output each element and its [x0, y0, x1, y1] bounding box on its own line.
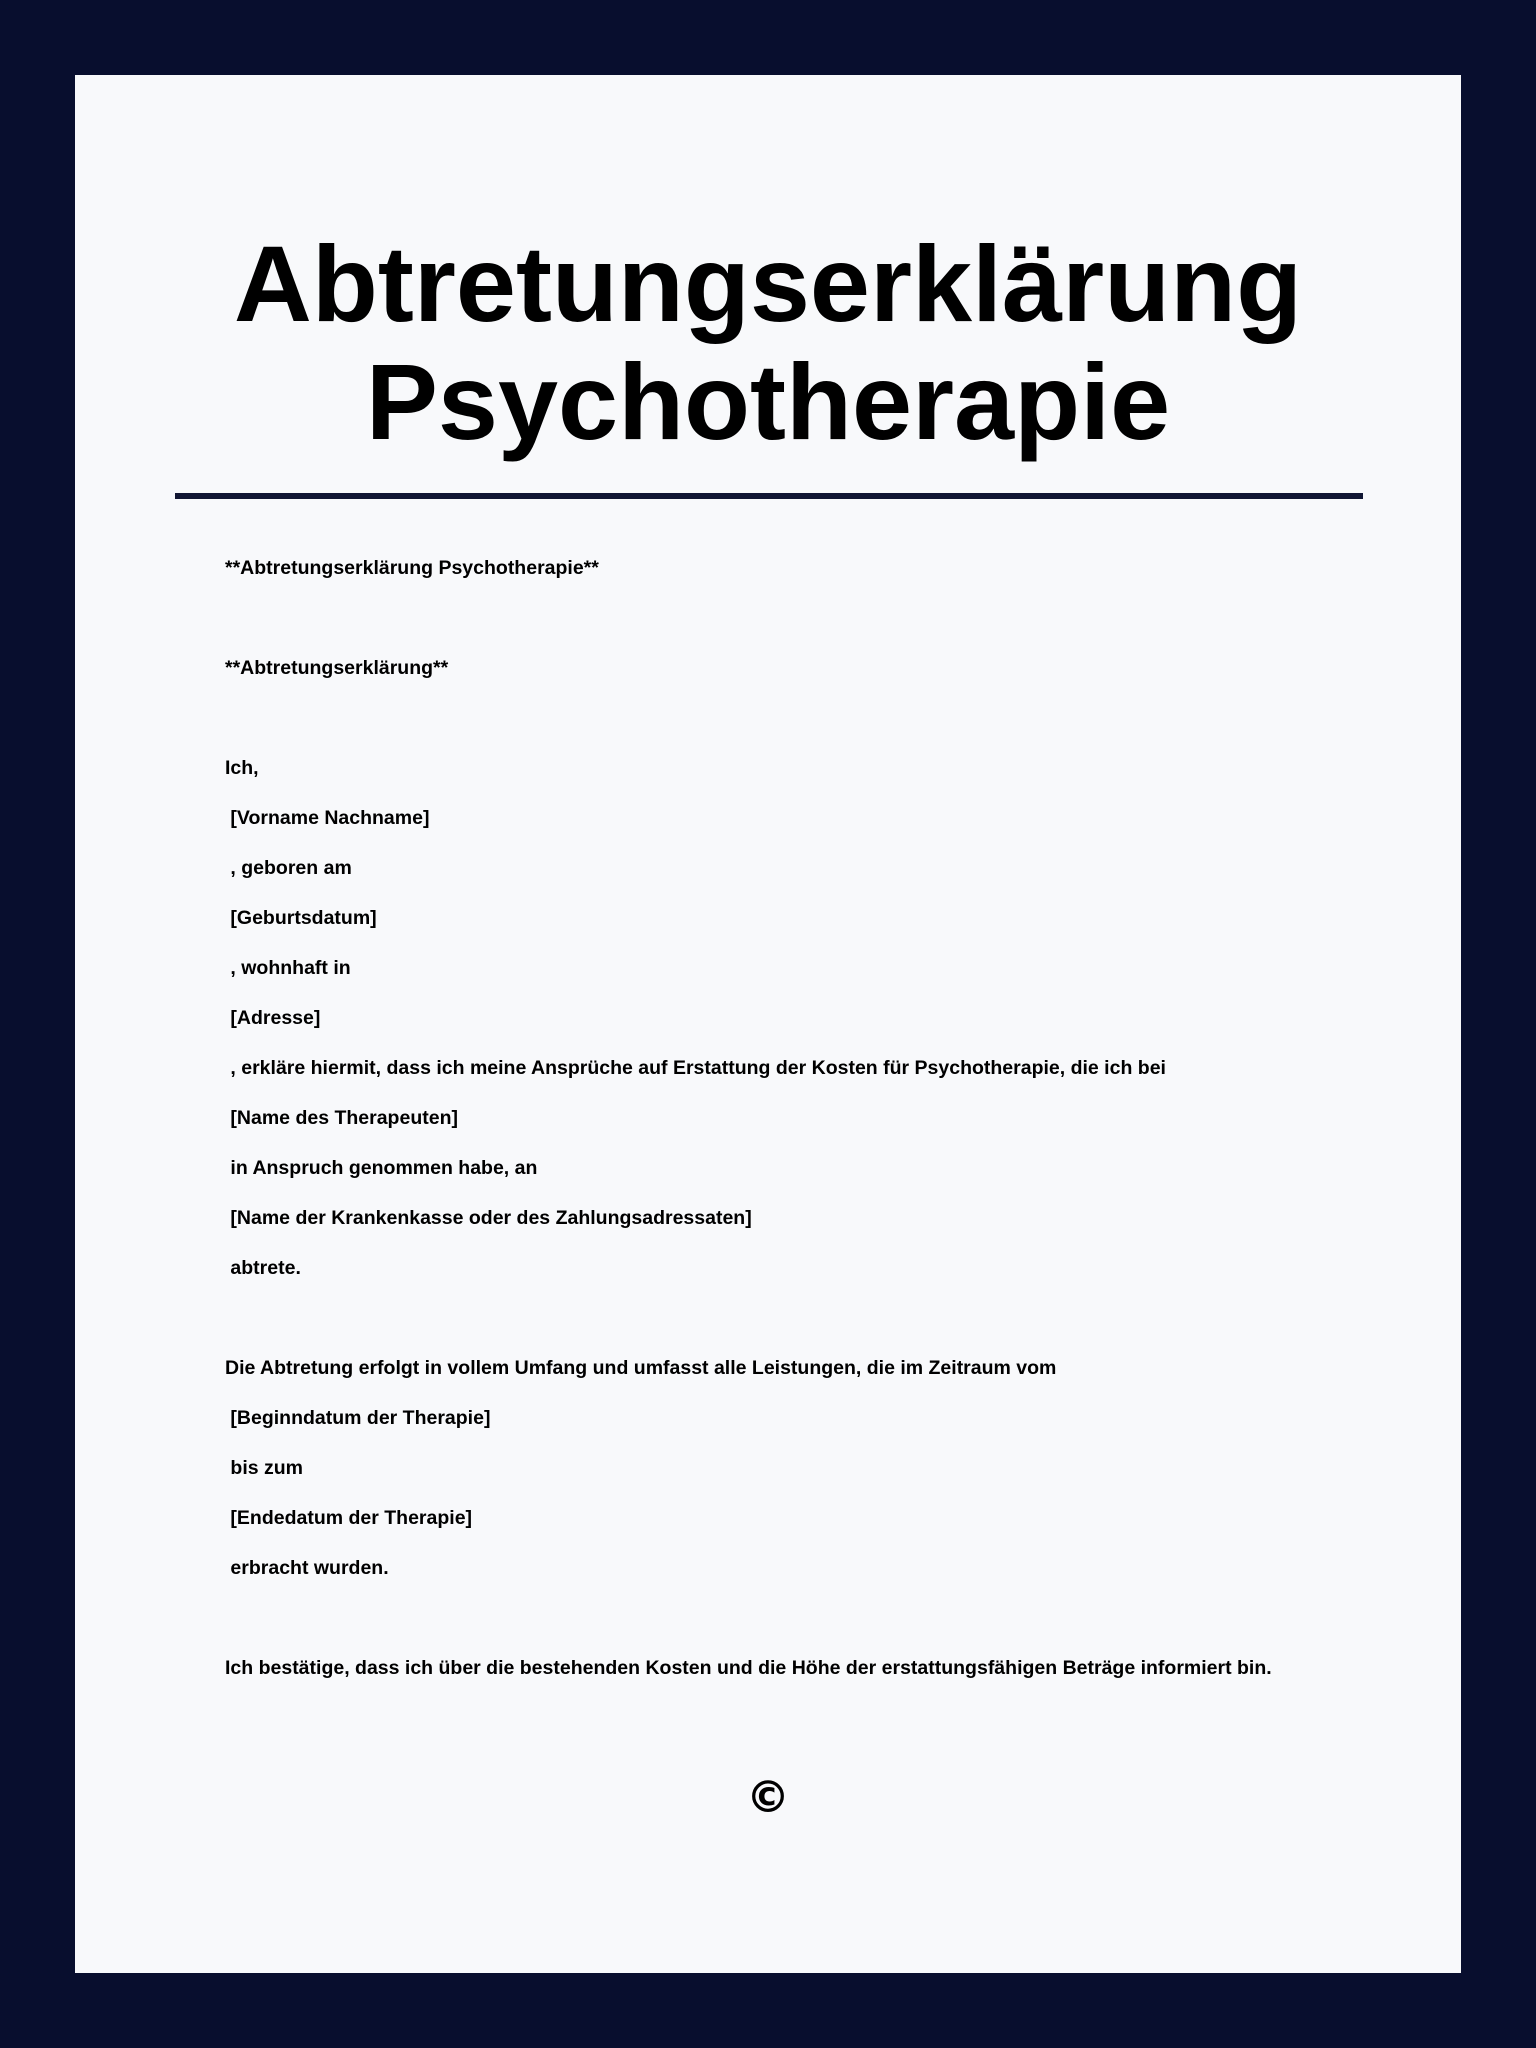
spacer — [225, 1593, 1375, 1643]
paragraph-assignment — [225, 743, 1375, 1293]
title-divider — [175, 493, 1363, 499]
paragraph-line: Ich, — [225, 757, 259, 779]
document-body — [225, 543, 1375, 1693]
placeholder-birth-date: [Geburtsdatum] — [225, 907, 377, 929]
spacer — [225, 693, 1375, 743]
paragraph-line: , geboren am — [225, 857, 352, 879]
paragraph-line: , wohnhaft in — [225, 957, 351, 979]
document-title-line-1: Abtretungserklärung — [233, 223, 1303, 344]
document-title-line-2: Psychotherapie — [365, 341, 1171, 462]
paragraph-line: Die Abtretung erfolgt in vollem Umfang und umfasst alle Leistungen, die im Zeitraum vom — [225, 1357, 1057, 1379]
paragraph-confirmation: Ich bestätige, dass ich über die bestehenden Kosten und die Höhe der erstattungsfähigen Beträge informiert bin. — [225, 1657, 1272, 1679]
document-page — [75, 75, 1461, 1973]
paragraph-scope — [225, 1343, 1375, 1593]
placeholder-full-name: [Vorname Nachname] — [225, 807, 430, 829]
paragraph-line: abtrete. — [225, 1257, 301, 1279]
placeholder-insurer-name: [Name der Krankenkasse oder des Zahlungsadressaten] — [225, 1207, 752, 1229]
spacer — [225, 1293, 1375, 1343]
copyright-icon: © — [746, 1772, 790, 1823]
placeholder-therapist-name: [Name des Therapeuten] — [225, 1107, 458, 1129]
placeholder-address: [Adresse] — [225, 1007, 321, 1029]
paragraph-line: bis zum — [225, 1457, 304, 1479]
paragraph-line: erbracht wurden. — [225, 1557, 389, 1579]
paragraph-line: , erkläre hiermit, dass ich meine Ansprüche auf Erstattung der Kosten für Psychotherapie, die ich bei — [225, 1057, 1166, 1079]
section-heading-sub: **Abtretungserklärung** — [225, 657, 449, 679]
placeholder-start-date: [Beginndatum der Therapie] — [225, 1407, 491, 1429]
document-title — [75, 225, 1461, 461]
paragraph-line: in Anspruch genommen habe, an — [225, 1157, 538, 1179]
placeholder-end-date: [Endedatum der Therapie] — [225, 1507, 473, 1529]
spacer — [225, 593, 1375, 643]
section-heading-main: **Abtretungserklärung Psychotherapie** — [225, 557, 599, 579]
